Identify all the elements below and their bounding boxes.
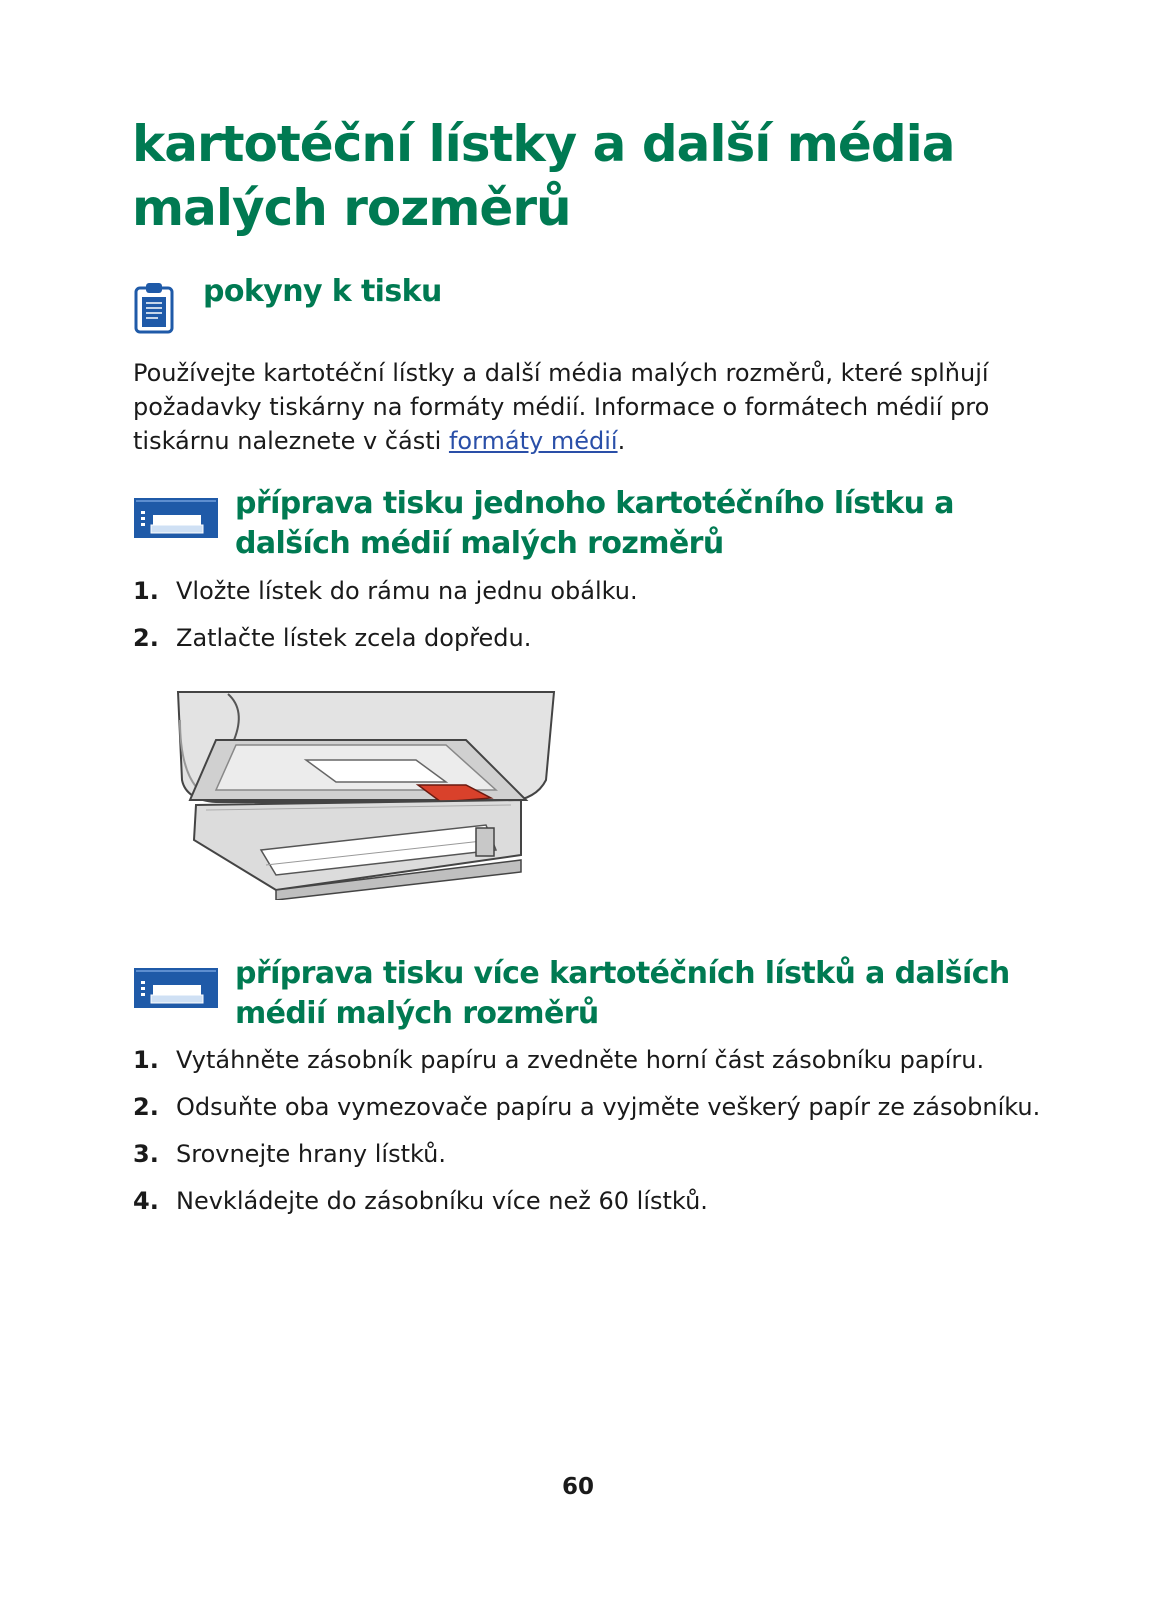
page-title: kartotéční lístky a další média malých rozměrů [132,115,955,237]
list-item [133,1090,1040,1124]
list-item [133,1137,1040,1171]
clipboard-icon [133,282,175,338]
step-number: 4. [133,1187,159,1215]
section-heading-single: příprava tisku jednoho kartotéčního lístku a dalších médií malých rozměrů [235,486,954,561]
media-formats-link[interactable]: formáty médií [448,427,618,455]
step-number: 2. [133,1093,159,1121]
step-number: 2. [133,624,159,652]
step-text: Vytáhněte zásobník papíru a zvedněte horní část zásobníku papíru. [176,1046,985,1074]
instructions-paragraph [133,356,1013,458]
step-number: 3. [133,1140,159,1168]
step-text: Nevkládejte do zásobníku více než 60 lístků. [176,1187,708,1215]
paragraph-text: Používejte kartotéční lístky a další média malých rozměrů, které splňují požadavky tiskárny na formáty médií. Informace o formátech médií pro tiskárnu naleznete v části [133,359,990,455]
step-number: 1. [133,577,159,605]
step-text: Zatlačte lístek zcela dopředu. [176,624,532,652]
printer-card-illustration [176,690,556,900]
step-text: Srovnejte hrany lístků. [176,1140,446,1168]
section-heading-instructions: pokyny k tisku [203,274,442,309]
list-item [133,621,638,655]
printer-icon [133,497,219,543]
paragraph-text-end: . [617,427,626,455]
step-text: Vložte lístek do rámu na jednu obálku. [176,577,638,605]
step-number: 1. [133,1046,159,1074]
list-item [133,1184,1040,1218]
section-heading-multiple: příprava tisku více kartotéčních lístků a dalších médií malých rozměrů [235,956,1010,1031]
steps-list-single [133,574,638,668]
printer-icon [133,967,219,1013]
step-text: Odsuňte oba vymezovače papíru a vyjměte veškerý papír ze zásobníku. [176,1093,1041,1121]
page-number: 60 [561,1474,594,1500]
list-item [133,574,638,608]
list-item [133,1043,1040,1077]
steps-list-multiple [133,1043,1040,1231]
